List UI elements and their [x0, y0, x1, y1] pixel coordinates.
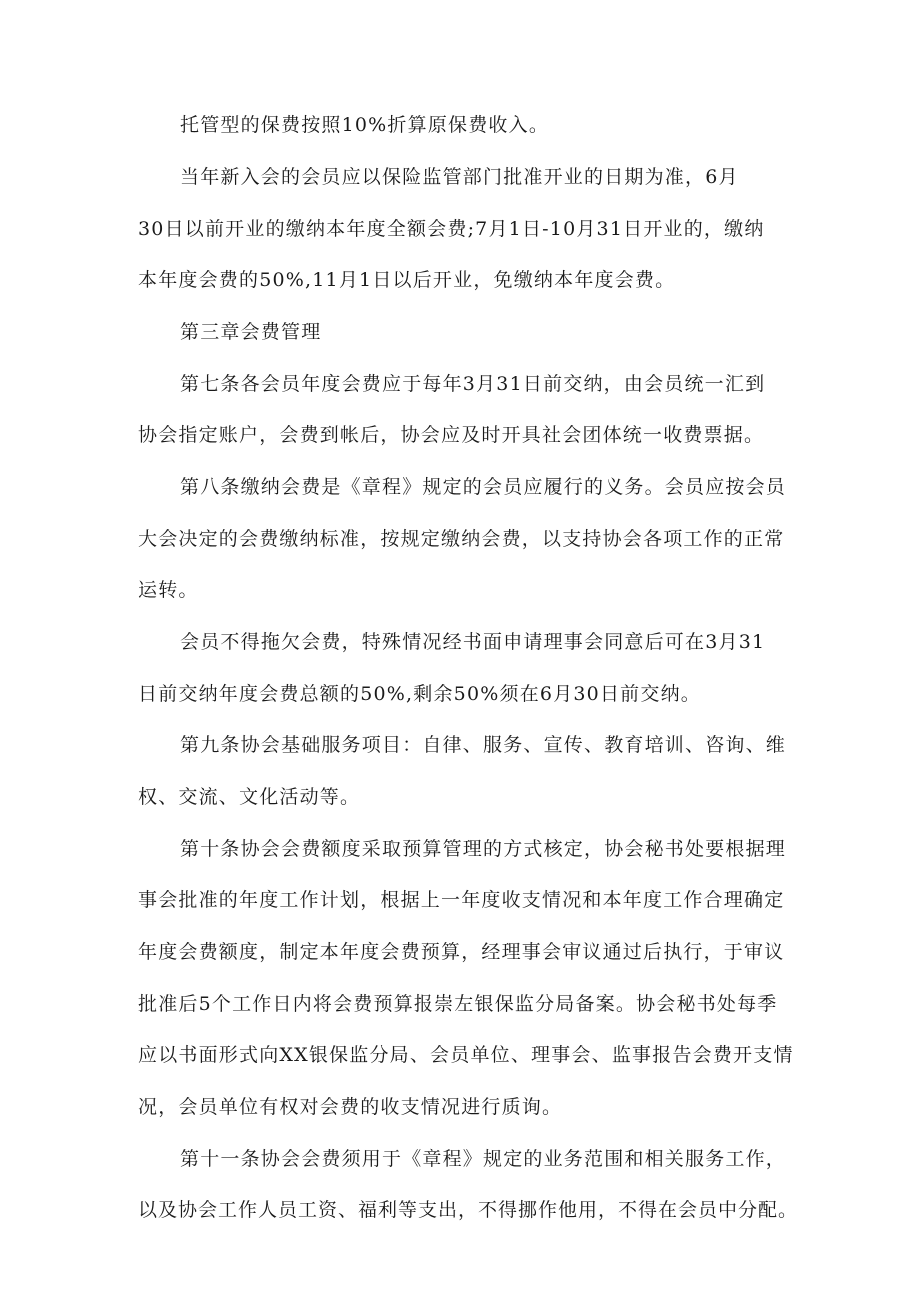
text-line: 第十条协会会费额度采取预算管理的方式核定，协会秘书处要根据理: [180, 838, 787, 860]
text-line: 权、交流、文化活动等。: [138, 786, 361, 808]
text-line: 会员不得拖欠会费，特殊情况经书面申请理事会同意后可在3月31: [180, 631, 766, 653]
text-line: 第十一条协会会费须用于《章程》规定的业务范围和相关服务工作，: [180, 1148, 787, 1170]
text-line: 协会指定账户，会费到帐后，协会应及时开具社会团体统一收费票据。: [138, 424, 765, 446]
text-line: 大会决定的会费缴纳标准，按规定缴纳会费，以支持协会各项工作的正常: [138, 528, 785, 550]
text-line: 应以书面形式向XX银保监分局、会员单位、理事会、监事报告会费开支情: [138, 1044, 794, 1066]
text-line: 日前交纳年度会费总额的50%,剩余50%须在6月30日前交纳。: [138, 683, 701, 705]
text-line: 托管型的保费按照10%折算原保费收入。: [180, 114, 550, 136]
text-line: 第九条协会基础服务项目：自律、服务、宣传、教育培训、咨询、维: [180, 734, 787, 756]
text-line: 运转。: [138, 579, 199, 601]
text-line: 本年度会费的50%,11月1日以后开业，免缴纳本年度会费。: [138, 269, 676, 291]
text-line: 以及协会工作人员工资、福利等支出，不得挪作他用，不得在会员中分配。: [138, 1199, 799, 1221]
text-line: 第七条各会员年度会费应于每年3月31日前交纳，由会员统一汇到: [180, 373, 766, 395]
text-line: 况，会员单位有权对会费的收支情况进行质询。: [138, 1096, 563, 1118]
text-line: 年度会费额度，制定本年度会费预算，经理事会审议通过后执行，于审议: [138, 941, 785, 963]
text-line: 批准后5个工作日内将会费预算报崇左银保监分局备案。协会秘书处每季: [138, 993, 778, 1015]
text-line: 30日以前开业的缴纳本年度全额会费;7月1日-10月31日开业的，缴纳: [138, 218, 765, 240]
chapter-heading: 第三章会费管理: [180, 321, 322, 343]
text-line: 当年新入会的会员应以保险监管部门批准开业的日期为准，6月: [180, 166, 739, 188]
text-line: 事会批准的年度工作计划，根据上一年度收支情况和本年度工作合理确定: [138, 889, 785, 911]
text-line: 第八条缴纳会费是《章程》规定的会员应履行的义务。会员应按会员: [180, 476, 787, 498]
